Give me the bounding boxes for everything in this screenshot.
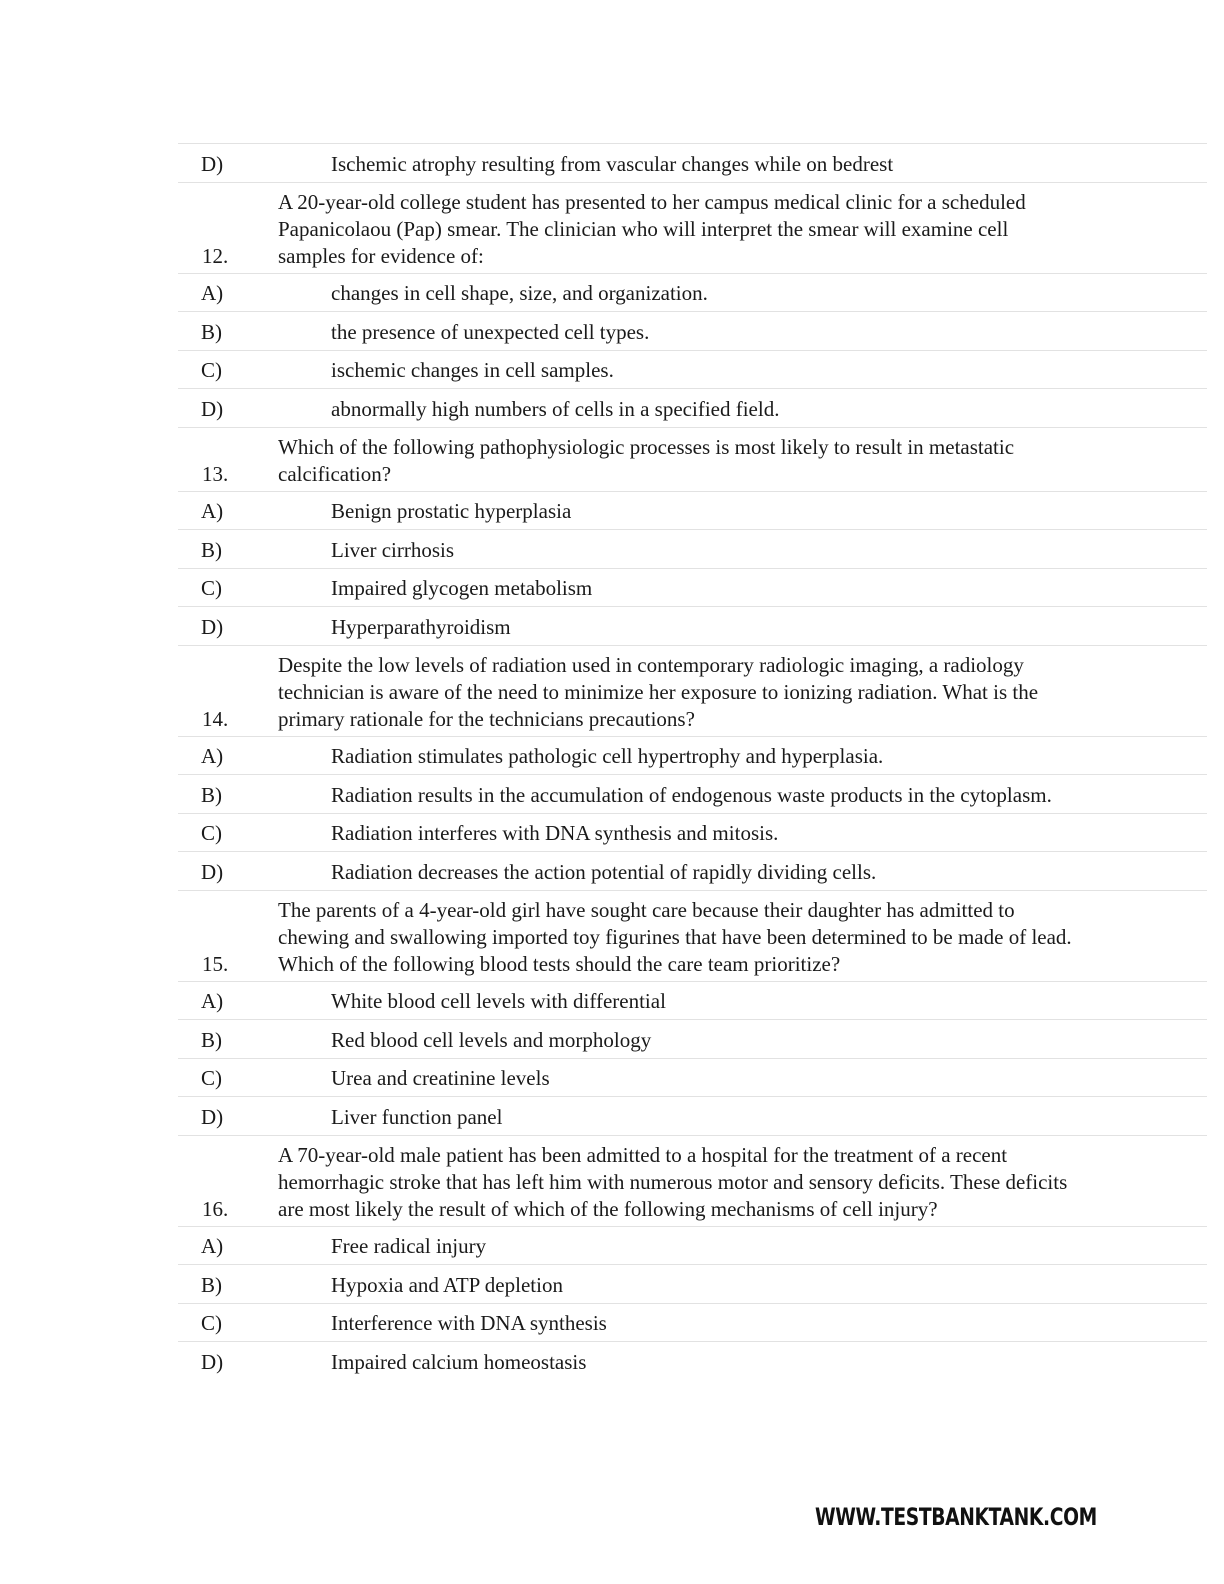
option-letter: C) [201,821,222,845]
question-row-14 [178,645,1207,736]
option-row [178,311,1207,350]
option-row [178,1264,1207,1303]
option-letter: A) [201,281,224,305]
option-text: the presence of unexpected cell types. [331,319,650,344]
option-text: abnormally high numbers of cells in a specified field. [331,396,780,421]
option-letter: A) [201,744,224,768]
option-text: Liver function panel [331,1104,503,1129]
question-row-13 [178,427,1207,491]
option-letter: D) [201,1349,224,1374]
question-stem: The parents of a 4-year-old girl have sought care because their daughter has admitted to chewing and swallowing imported toy figurines that have been determined to be made of lead. Which of the following blood tests should the care team prioritize? [278,897,1072,976]
option-row [178,981,1207,1020]
option-row [178,774,1207,813]
option-text: Benign prostatic hyperplasia [331,499,572,523]
option-text: Radiation stimulates pathologic cell hypertrophy and hyperplasia. [331,744,884,768]
question-stem: A 20-year-old college student has presented to her campus medical clinic for a scheduled Papanicolaou (Pap) smear. The clinician who will interpret the smear will examine cell samples for evidence of: [278,189,1026,268]
option-letter: D) [201,396,224,421]
option-letter: C) [201,1066,222,1090]
option-row [178,350,1207,389]
question-number: 15. [202,951,229,976]
option-row [178,736,1207,775]
option-letter: B) [201,537,222,562]
option-text: Radiation results in the accumulation of endogenous waste products in the cytoplasm. [331,782,1052,807]
option-text: Ischemic atrophy resulting from vascular changes while on bedrest [331,151,894,176]
option-row [178,1096,1207,1135]
option-letter: B) [201,319,222,344]
option-row [178,1303,1207,1342]
option-text: Urea and creatinine levels [331,1066,550,1090]
option-row [178,1226,1207,1265]
option-letter: C) [201,576,222,600]
option-text: Radiation interferes with DNA synthesis and mitosis. [331,821,779,845]
option-text: Red blood cell levels and morphology [331,1027,652,1052]
option-row [178,388,1207,427]
option-row [178,491,1207,530]
option-row [178,851,1207,890]
option-letter: C) [201,1311,222,1335]
option-letter: D) [201,151,224,176]
option-text: ischemic changes in cell samples. [331,358,614,382]
option-text: Impaired calcium homeostasis [331,1349,587,1374]
option-letter: A) [201,989,224,1013]
question-number: 16. [202,1196,229,1221]
option-letter: B) [201,1272,222,1297]
option-row [178,1058,1207,1097]
option-letter: C) [201,358,222,382]
question-number: 14. [202,706,229,731]
option-text: Liver cirrhosis [331,537,455,562]
option-letter: B) [201,782,222,807]
option-row [178,606,1207,645]
option-row [178,273,1207,312]
option-text: Impaired glycogen metabolism [331,576,593,600]
option-text: Interference with DNA synthesis [331,1311,607,1335]
option-text: Radiation decreases the action potential of rapidly dividing cells. [331,859,877,884]
option-letter: D) [201,859,224,884]
option-row [178,1341,1207,1380]
option-row [178,143,1207,182]
option-letter: D) [201,1104,224,1129]
option-text: changes in cell shape, size, and organization. [331,281,708,305]
option-row [178,529,1207,568]
footer-watermark: WWW.TESTBANKTANK.COM [815,1503,1097,1531]
option-letter: A) [201,499,224,523]
question-row-15 [178,890,1207,981]
option-text: Free radical injury [331,1234,487,1258]
option-row [178,568,1207,607]
question-number: 13. [202,461,229,486]
option-row [178,813,1207,852]
option-text: Hypoxia and ATP depletion [331,1272,563,1297]
question-stem: Despite the low levels of radiation used in contemporary radiologic imaging, a radiology technician is aware of the need to minimize her exposure to ionizing radiation. What is the primary rationale for the technicians precautions? [278,652,1039,731]
option-letter: D) [201,614,224,639]
question-row-12 [178,182,1207,273]
question-stem: Which of the following pathophysiologic processes is most likely to result in metastatic calcification? [278,434,1015,486]
question-row-16 [178,1135,1207,1226]
option-letter: B) [201,1027,222,1052]
question-stem: A 70-year-old male patient has been admitted to a hospital for the treatment of a recent hemorrhagic stroke that has left him with numerous motor and sensory deficits. These deficits are most likely the result of which of the following mechanisms of cell injury? [278,1142,1068,1221]
option-letter: A) [201,1234,224,1258]
option-text: Hyperparathyroidism [331,614,511,639]
option-row [178,1019,1207,1058]
question-sheet [178,143,1207,1380]
option-text: White blood cell levels with differential [331,989,666,1013]
question-number: 12. [202,243,229,268]
